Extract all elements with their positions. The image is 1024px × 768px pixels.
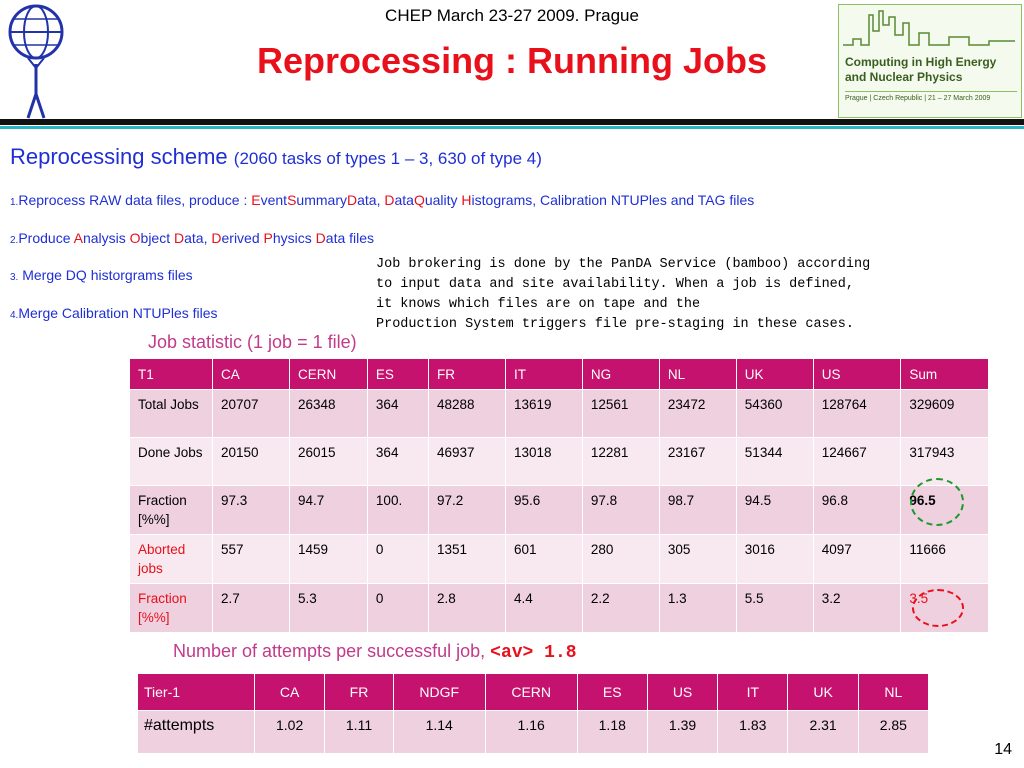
- attempts-header-cell: UK: [788, 674, 858, 711]
- conference-header: CHEP March 23-27 2009. Prague: [385, 6, 639, 25]
- row-label: Total Jobs: [130, 390, 213, 438]
- table-cell: 1351: [428, 535, 505, 584]
- row-label: Fraction [%%]: [130, 584, 213, 633]
- red-highlight-circle: [912, 589, 964, 627]
- table-cell: 280: [582, 535, 659, 584]
- attempts-header-cell: Tier-1: [138, 674, 255, 711]
- attempts-header-cell: CA: [255, 674, 325, 711]
- table-cell: 48288: [428, 390, 505, 438]
- dq-uality: uality: [424, 192, 462, 208]
- table-cell: 1.39: [647, 711, 717, 754]
- table-cell: 23167: [659, 438, 736, 486]
- dpd-letter-d: D: [211, 230, 222, 246]
- table-cell: 317943: [901, 438, 989, 486]
- job-header-cell: ES: [367, 359, 428, 390]
- dq-rest: istograms, Calibration NTUPles and TAG files: [471, 192, 755, 208]
- dpd-hysics: hysics: [272, 230, 316, 246]
- table-cell: 601: [505, 535, 582, 584]
- table-cell: 2.8: [428, 584, 505, 633]
- attempts-header-cell: IT: [718, 674, 788, 711]
- attempts-table: [137, 673, 929, 754]
- job-header-cell: Sum: [901, 359, 989, 390]
- step-1-number: 1.: [10, 197, 19, 208]
- table-row: [130, 486, 989, 535]
- table-cell: 97.8: [582, 486, 659, 535]
- esd-letter-s: S: [287, 192, 297, 208]
- step-3: [10, 267, 193, 283]
- aod-nalysis: nalysis: [82, 230, 130, 246]
- row-label: Aborted jobs: [130, 535, 213, 584]
- aod-bject: bject: [140, 230, 174, 246]
- table-cell: 329609: [901, 390, 989, 438]
- table-cell: 12281: [582, 438, 659, 486]
- job-statistic-label: Job statistic (1 job = 1 file): [148, 332, 357, 352]
- table-cell: 12561: [582, 390, 659, 438]
- row-label: Done Jobs: [130, 438, 213, 486]
- table-cell: 20707: [213, 390, 290, 438]
- attempts-header-cell: NDGF: [393, 674, 485, 711]
- job-header-cell: NG: [582, 359, 659, 390]
- attempts-header-row: [138, 674, 929, 711]
- aod-letter-o: O: [129, 230, 141, 246]
- logo-line-1: Computing in High Energy: [845, 55, 997, 69]
- attempts-header-cell: CERN: [485, 674, 577, 711]
- green-highlight-circle: [910, 478, 964, 526]
- dq-letter-d: D: [384, 192, 395, 208]
- table-cell-highlighted: 3.5: [901, 584, 989, 633]
- brokering-note: Job brokering is done by the PanDA Service (bamboo) according to input data and site availability. When a job is defined, it knows which files are on tape and the Production System triggers file pre-staging in these cases.: [376, 257, 871, 332]
- esd-letter-d: D: [346, 192, 358, 208]
- table-cell: 13018: [505, 438, 582, 486]
- table-cell: 13619: [505, 390, 582, 438]
- table-cell: 1.11: [325, 711, 393, 754]
- esd-letter-e: E: [251, 192, 261, 208]
- step-2-number: 2.: [10, 235, 19, 246]
- table-cell: 364: [367, 390, 428, 438]
- table-cell: 96.8: [813, 486, 901, 535]
- step-4-text: Merge Calibration NTUPles files: [18, 305, 218, 321]
- table-cell: 94.7: [289, 486, 367, 535]
- esd-ata: ata,: [357, 192, 385, 208]
- job-header-cell: FR: [428, 359, 505, 390]
- table-cell: 557: [213, 535, 290, 584]
- row-label: Fraction [%%]: [130, 486, 213, 535]
- table-row: [130, 390, 989, 438]
- table-cell-highlighted: 96.5: [901, 486, 989, 535]
- table-cell: 1.18: [577, 711, 647, 754]
- job-header-cell: UK: [736, 359, 813, 390]
- chep-logo: [838, 4, 1022, 118]
- table-cell: 2.2: [582, 584, 659, 633]
- table-cell: 5.3: [289, 584, 367, 633]
- table-cell: 97.2: [428, 486, 505, 535]
- table-row: [130, 584, 989, 633]
- table-cell: 5.5: [736, 584, 813, 633]
- job-header-cell: T1: [130, 359, 213, 390]
- table-cell: 2.85: [858, 711, 928, 754]
- step-2-text: Produce: [18, 230, 74, 246]
- header-divider-teal: [0, 126, 1024, 129]
- dpd-erived: erived: [221, 230, 264, 246]
- table-cell: 23472: [659, 390, 736, 438]
- esd-vent: vent: [260, 192, 288, 208]
- page-number: 14: [994, 741, 1012, 758]
- dpd-letter-d2: D: [315, 230, 326, 246]
- table-cell: 4.4: [505, 584, 582, 633]
- table-cell: 1.3: [659, 584, 736, 633]
- table-cell: 100.: [367, 486, 428, 535]
- step-1: [10, 192, 754, 208]
- job-header-cell: CERN: [289, 359, 367, 390]
- table-cell: 1.02: [255, 711, 325, 754]
- row-label: #attempts: [138, 711, 255, 754]
- table-cell: 54360: [736, 390, 813, 438]
- table-cell: 0: [367, 584, 428, 633]
- table-cell: 1.14: [393, 711, 485, 754]
- attempts-header-cell: NL: [858, 674, 928, 711]
- logo-line-2: and Nuclear Physics: [845, 70, 963, 84]
- table-cell: 3016: [736, 535, 813, 584]
- table-cell: 128764: [813, 390, 901, 438]
- job-header-cell: NL: [659, 359, 736, 390]
- attempts-header-cell: US: [647, 674, 717, 711]
- table-cell: 1.16: [485, 711, 577, 754]
- job-header-cell: US: [813, 359, 901, 390]
- table-cell: 11666: [901, 535, 989, 584]
- table-cell: 94.5: [736, 486, 813, 535]
- table-cell: 26015: [289, 438, 367, 486]
- table-row: [130, 535, 989, 584]
- table-cell: 4097: [813, 535, 901, 584]
- attempts-label-text: Number of attempts per successful job,: [173, 641, 491, 661]
- table-cell: 95.6: [505, 486, 582, 535]
- step-3-number: 3.: [10, 272, 19, 283]
- table-cell: 1459: [289, 535, 367, 584]
- attempts-header-cell: ES: [577, 674, 647, 711]
- table-cell: 46937: [428, 438, 505, 486]
- header-divider-dark: [0, 119, 1024, 125]
- dq-letter-q: Q: [413, 192, 425, 208]
- job-header-cell: IT: [505, 359, 582, 390]
- table-cell: 305: [659, 535, 736, 584]
- aod-letter-d: D: [174, 230, 185, 246]
- dq-ata: ata: [394, 192, 414, 208]
- step-4: [10, 305, 218, 321]
- esd-ummary: ummary: [296, 192, 347, 208]
- aod-ata: ata,: [184, 230, 212, 246]
- table-row: [130, 438, 989, 486]
- job-header-cell: CA: [213, 359, 290, 390]
- table-cell: 97.3: [213, 486, 290, 535]
- attempts-average: <av> 1.8: [490, 643, 577, 663]
- scheme-subheading: (2060 tasks of types 1 – 3, 630 of type 4): [233, 149, 542, 168]
- dq-letter-h: H: [461, 192, 472, 208]
- step-3-text: Merge DQ historgrams files: [18, 267, 193, 283]
- slide-title: Reprocessing : Running Jobs: [256, 40, 768, 81]
- step-2: [10, 230, 374, 246]
- attempts-label: [173, 641, 577, 663]
- step-4-number: 4.: [10, 310, 19, 321]
- scheme-heading: [10, 144, 542, 170]
- table-cell: 3.2: [813, 584, 901, 633]
- dpd-ata-files: ata files: [325, 230, 375, 246]
- job-table-header-row: [130, 359, 989, 390]
- attempts-header-cell: FR: [325, 674, 393, 711]
- table-cell: 1.83: [718, 711, 788, 754]
- table-cell: 364: [367, 438, 428, 486]
- table-cell: 98.7: [659, 486, 736, 535]
- table-cell: 2.31: [788, 711, 858, 754]
- aod-letter-a: A: [73, 230, 83, 246]
- logo-line-3: Prague | Czech Republic | 21 – 27 March 2009: [845, 91, 1017, 102]
- table-cell: 124667: [813, 438, 901, 486]
- table-cell: 2.7: [213, 584, 290, 633]
- dpd-letter-p: P: [263, 230, 273, 246]
- job-statistics-table: [129, 358, 989, 633]
- table-cell: 20150: [213, 438, 290, 486]
- table-cell: 51344: [736, 438, 813, 486]
- step-1-text: Reprocess RAW data files, produce :: [18, 192, 252, 208]
- scheme-heading-text: Reprocessing scheme: [10, 144, 228, 169]
- table-cell: 0: [367, 535, 428, 584]
- table-cell: 26348: [289, 390, 367, 438]
- table-row: [138, 711, 929, 754]
